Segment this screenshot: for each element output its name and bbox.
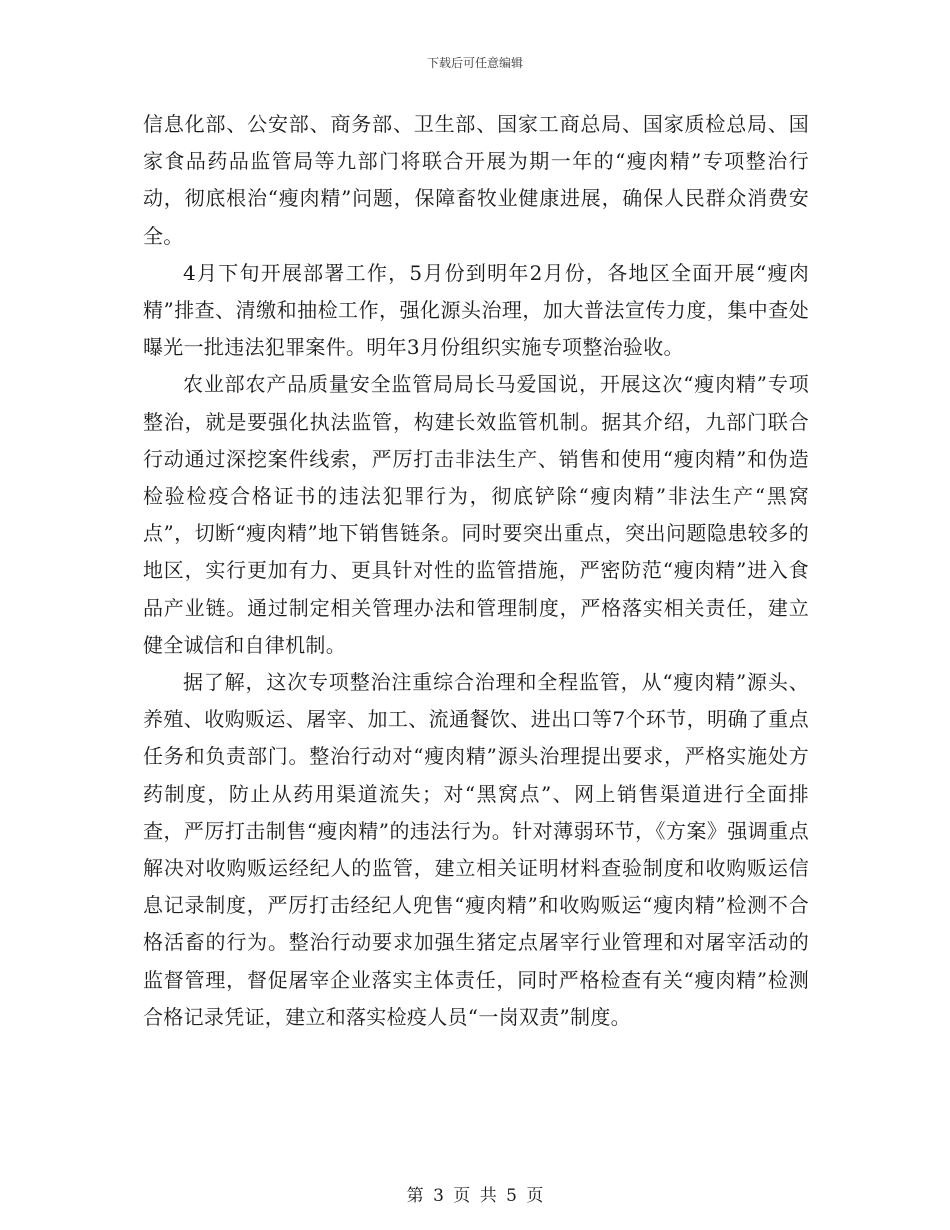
paragraph-2: 4月下旬开展部署工作，5月份到明年2月份，各地区全面开展“瘦肉精”排查、清缴和抽检工作，强化源头治理，加大普法宣传力度，集中查处曝光一批违法犯罪案件。明年3月份组织实施专项整治验收。 bbox=[143, 260, 809, 360]
paragraph-1: 信息化部、公安部、商务部、卫生部、国家工商总局、国家质检总局、国家食品药品监管局等九部门将联合开展为期一年的“瘦肉精”专项整治行动，彻底根治“瘦肉精”问题，保障畜牧业健康进展，确保人民群众消费安全。 bbox=[143, 112, 809, 248]
header-note: 下载后可任意编辑 bbox=[426, 56, 523, 70]
page-number-footer: 第 3 页 共 5 页 bbox=[406, 1186, 544, 1206]
body-content bbox=[143, 106, 809, 1036]
paragraph-4: 据了解，这次专项整治注重综合治理和全程监管，从“瘦肉精”源头、养殖、收购贩运、屠宰、加工、流通餐饮、进出口等7个环节，明确了重点任务和负责部门。整治行动对“瘦肉精”源头治理提出要求，严格实施处方药制度，防止从药用渠道流失；对“黑窝点”、网上销售渠道进行全面排查，严厉打击制售“瘦肉精”的违法行为。针对薄弱环节，《方案》强调重点解决对收购贩运经纪人的监管，建立相关证明材料查验制度和收购贩运信息记录制度，严厉打击经纪人兜售“瘦肉精”和收购贩运“瘦肉精”检测不合格活畜的行为。整治行动要求加强生猪定点屠宰行业管理和对屠宰活动的监督管理，督促屠宰企业落实主体责任，同时严格检查有关“瘦肉精”检测合格记录凭证，建立和落实检疫人员“一岗双责”制度。 bbox=[143, 670, 809, 1029]
paragraph-3: 农业部农产品质量安全监管局局长马爱国说，开展这次“瘦肉精”专项整治，就是要强化执法监管，构建长效监管机制。据其介绍，九部门联合行动通过深挖案件线索，严厉打击非法生产、销售和使用“瘦肉精”和伪造检验检疫合格证书的违法犯罪行为，彻底铲除“瘦肉精”非法生产“黑窝点”，切断“瘦肉精”地下销售链条。同时要突出重点，突出问题隐患较多的地区，实行更加有力、更具针对性的监管措施，严密防范“瘦肉精”进入食品产业链。通过制定相关管理办法和管理制度，严格落实相关责任，建立健全诚信和自律机制。 bbox=[143, 372, 809, 657]
